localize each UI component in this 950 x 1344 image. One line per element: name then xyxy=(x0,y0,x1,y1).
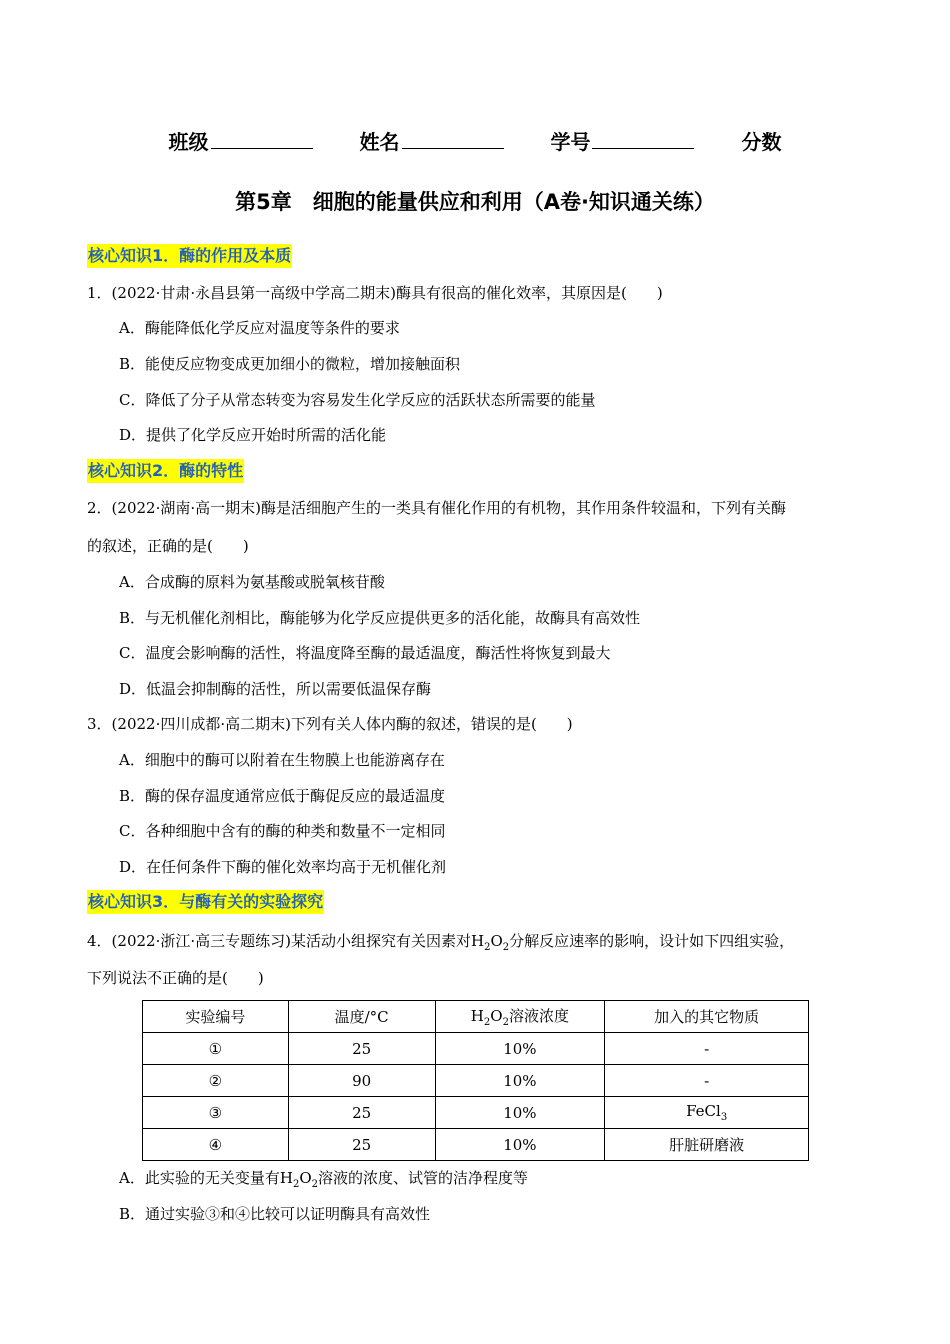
question-3-option-b: B．酶的保存温度通常应低于酶促反应的最适温度 xyxy=(119,787,446,805)
header-cell-h2o2: $H_2O_2$溶液浓度 xyxy=(435,1001,605,1033)
table-cell: 10% xyxy=(435,1097,605,1129)
table-cell: 25 xyxy=(288,1097,435,1129)
name-label: 姓名 xyxy=(359,130,400,154)
question-3-option-d: D．在任何条件下酶的催化效率均高于无机催化剂 xyxy=(119,858,447,876)
table-cell: 10% xyxy=(435,1033,605,1065)
table-cell: ② xyxy=(143,1065,289,1097)
section-heading-2: 核心知识2．酶的特性 xyxy=(87,459,244,483)
class-label: 班级 xyxy=(168,130,209,154)
table-cell: ④ xyxy=(143,1129,289,1161)
table-cell: - xyxy=(605,1065,809,1097)
score-label: 分数 xyxy=(741,130,782,154)
question-4-stem-pre: 4．(2022·浙江·高三专题练习)某活动小组探究有关因素对 xyxy=(87,932,471,950)
table-cell: ③ xyxy=(143,1097,289,1129)
name-field xyxy=(360,130,504,154)
section-heading-1: 核心知识1．酶的作用及本质 xyxy=(87,244,292,268)
table-header-row xyxy=(143,1001,809,1033)
id-blank[interactable] xyxy=(592,130,694,149)
id-field xyxy=(550,130,694,154)
question-1-stem: 1．(2022·甘肃·永昌县第一高级中学高二期末)酶具有很高的催化效率，其原因是( ) xyxy=(87,284,663,302)
table-row xyxy=(143,1129,809,1161)
table-row xyxy=(143,1033,809,1065)
table-cell: 25 xyxy=(288,1129,435,1161)
class-blank[interactable] xyxy=(211,130,313,149)
student-info-header xyxy=(0,126,950,155)
question-2-stem-line-1: 2．(2022·湖南·高一期末)酶是活细胞产生的一类具有催化作用的有机物，其作用条件较温和，下列有关酶 xyxy=(87,499,786,517)
table-cell: - xyxy=(605,1033,809,1065)
table-row xyxy=(143,1065,809,1097)
score-field xyxy=(741,130,781,154)
header-cell: 实验编号 xyxy=(143,1001,289,1033)
table-cell: ① xyxy=(143,1033,289,1065)
question-1-option-b: B．能使反应物变成更加细小的微粒，增加接触面积 xyxy=(119,355,461,373)
header-cell: 温度/°C xyxy=(288,1001,435,1033)
question-4-stem-post: 分解反应速率的影响，设计如下四组实验， xyxy=(509,932,795,950)
document-title: 第5章 细胞的能量供应和利用（A卷·知识通关练） xyxy=(235,190,715,214)
question-1-option-a: A．酶能降低化学反应对温度等条件的要求 xyxy=(119,319,400,337)
question-2-option-d: D．低温会抑制酶的活性，所以需要低温保存酶 xyxy=(119,680,432,698)
question-3-option-c: C．各种细胞中含有的酶的种类和数量不一定相同 xyxy=(119,822,446,840)
table-row xyxy=(143,1097,809,1129)
question-2-option-a: A．合成酶的原料为氨基酸或脱氧核苷酸 xyxy=(119,573,385,591)
experiment-table xyxy=(142,1000,809,1161)
table-cell: 10% xyxy=(435,1129,605,1161)
question-4-option-b: B．通过实验③和④比较可以证明酶具有高效性 xyxy=(119,1205,431,1223)
name-blank[interactable] xyxy=(402,130,504,149)
table-cell-fecl3: FeCl$_3$ xyxy=(605,1097,809,1129)
section-heading-3: 核心知识3．与酶有关的实验探究 xyxy=(87,890,324,914)
h2o2-formula: $H_2O_2$ xyxy=(279,1169,318,1190)
table-cell: 25 xyxy=(288,1033,435,1065)
question-4-stem-line-2: 下列说法不正确的是( ) xyxy=(87,969,264,987)
table-cell: 10% xyxy=(435,1065,605,1097)
question-4-stem-line-1 xyxy=(87,930,794,959)
id-label: 学号 xyxy=(550,130,591,154)
question-2-stem-line-2: 的叙述，正确的是( ) xyxy=(87,537,249,555)
question-3-stem: 3．(2022·四川成都·高二期末)下列有关人体内酶的叙述，错误的是( ) xyxy=(87,715,573,733)
header-cell: 加入的其它物质 xyxy=(605,1001,809,1033)
question-3-option-a: A．细胞中的酶可以附着在生物膜上也能游离存在 xyxy=(119,751,445,769)
question-4-option-a: A．此实验的无关变量有$H_2O_2$溶液的浓度、试管的洁净程度等 xyxy=(119,1169,529,1190)
table-cell: 90 xyxy=(288,1065,435,1097)
question-1-option-d: D．提供了化学反应开始时所需的活化能 xyxy=(119,426,387,444)
question-2-option-c: C．温度会影响酶的活性，将温度降至酶的最适温度，酶活性将恢复到最大 xyxy=(119,644,611,662)
table-cell: 肝脏研磨液 xyxy=(605,1129,809,1161)
h2o2-formula: $H_2O_2$ xyxy=(470,932,510,953)
class-field xyxy=(169,130,313,154)
question-2-option-b: B．与无机催化剂相比，酶能够为化学反应提供更多的活化能，故酶具有高效性 xyxy=(119,609,641,627)
question-1-option-c: C．降低了分子从常态转变为容易发生化学反应的活跃状态所需要的能量 xyxy=(119,391,596,409)
